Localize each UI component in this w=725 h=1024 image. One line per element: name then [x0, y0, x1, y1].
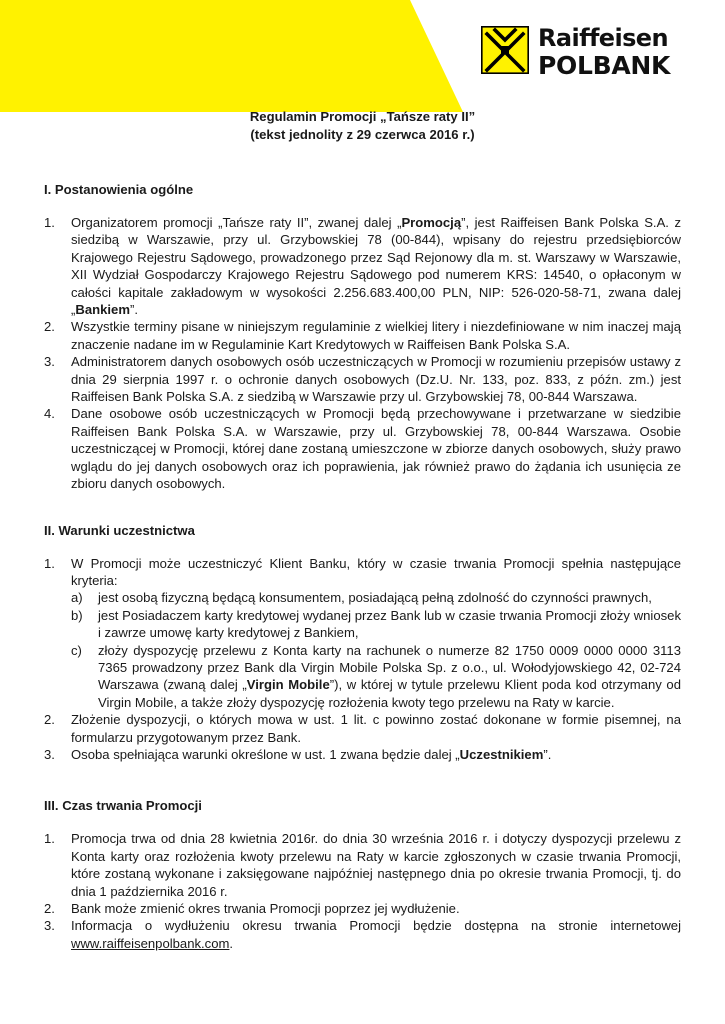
numbered-list [44, 830, 681, 952]
item-text: . [229, 935, 234, 951]
list-item [44, 746, 681, 763]
logo-line-2: POLBANK [538, 51, 671, 80]
item-number: 3. [44, 918, 55, 934]
item-number: 1. [44, 215, 55, 230]
sub-item-text: ”), w której w tytule przelewu Klient poda kod otrzymany od Virgin Mobile, a także złoży dyspozycję rozłożenia kwoty tego przelewu na Raty w karcie. [98, 677, 681, 710]
list-item [44, 830, 681, 900]
item-text: Bank może zmienić okres trwania Promocji poprzez jej wydłużenie. [71, 901, 460, 916]
sub-item-text: złoży dyspozycję przelewu z Konta karty na rachunek o numerze 82 1750 0009 0000 0000 3113 7365 prowadzony przez Bank dla Virgin Mobile Polska Sp. z o.o., ul. Wołodyjowskiego 42, 02-724 Warszawa (zwaną dalej „ [98, 642, 681, 693]
document-title [44, 108, 681, 144]
section-participation-conditions [44, 522, 681, 764]
item-number: 3. [44, 354, 55, 370]
section-heading: III. Czas trwania Promocji [44, 798, 202, 814]
item-number: 2. [44, 901, 55, 916]
bank-logo-wordmark [538, 26, 670, 78]
title-line-2: (tekst jednolity z 29 czerwca 2016 r.) [250, 127, 475, 142]
sub-item-letter: a) [71, 590, 83, 606]
defined-term: Virgin Mobile [246, 677, 330, 693]
item-text: ”, jest Raiffeisen Bank Polska S.A. z siedzibą w Warszawie, przy ul. Grzybowskiej 78 (00-844), wpisany do rejestru przedsiębiorców Krajowego Rejestru Sądowego, prowadzonego przez Sąd Rejonowy dla m. st. Warszawy w Warszawie, XII Wydział Gospodarczy Krajowego Rejestru Sądowego pod numerem KRS: 14540, o opłaconym w całości kapitale zakładowym w wysokości 2.256.683.400,00 PLN, NIP: 526-020-58-71, zwana dalej „ [71, 215, 682, 318]
item-text: ”. [543, 746, 552, 762]
item-text: Promocja trwa od dnia 28 kwietnia 2016r. do dnia 30 września 2016 r. i dotyczy dyspozycji przelewu z Konta karty oraz rozłożenia kwoty przelewu na Raty w karcie zgłoszonych w czasie trwania Promocji, które zostaną wykonane i zaksięgowane najpóźniej następnego dnia po okresie trwania Promocji, tj. do dnia 1 października 2016 r. [71, 831, 681, 899]
section-general-provisions [44, 181, 681, 493]
list-item [44, 711, 681, 746]
list-item [44, 214, 681, 318]
list-item [44, 353, 681, 405]
item-text: Osoba spełniająca warunki określone w ust. 1 zwana będzie dalej „ [71, 746, 460, 762]
list-item [44, 555, 681, 712]
sub-item [71, 642, 681, 712]
item-text: Dane osobowe osób uczestniczących w Promocji będą przechowywane i przetwarzane w siedzibie Raiffeisen Bank Polska S.A. w Warszawie, przy ul. Grzybowskiej 78, 00-844 Warszawa. Osobie uczestniczącej w Promocji, której dane zostaną umieszczone w zbiorze danych osobowych, służy prawo wglądu do jej danych osobowych oraz ich poprawienia, jak również prawo do żądania ich usunięcia ze zbioru danych osobowych. [71, 406, 681, 492]
raiffeisen-logo-icon [481, 26, 529, 74]
item-number: 2. [44, 712, 55, 728]
list-item [44, 917, 681, 952]
defined-term: Promocją [401, 215, 462, 230]
sub-item-text: jest osobą fizyczną będącą konsumentem, posiadającą pełną zdolność do czynności prawnych, [98, 590, 652, 606]
sub-item [71, 607, 681, 642]
section-heading: II. Warunki uczestnictwa [44, 522, 195, 538]
numbered-list [44, 214, 681, 493]
item-text: Złożenie dyspozycji, o których mowa w ust. 1 lit. c powinno zostać dokonane w formie pisemnej, na formularzu przygotowanym przez Bank. [71, 712, 681, 745]
item-number: 1. [44, 555, 55, 571]
section-promotion-duration [44, 797, 681, 952]
item-text: Administratorem danych osobowych osób uczestniczących w Promocji w rozumieniu przepisów ustawy z dnia 29 sierpnia 1997 r. o ochronie danych osobowych (Dz.U. Nr. 133, poz. 833, z późn. zm.) jest Raiffeisen Bank Polska S.A. z siedzibą w Warszawie przy ul. Grzybowskiej 78, 00-844 Warszawa. [71, 354, 681, 405]
list-item [44, 405, 681, 492]
sub-item [71, 589, 681, 606]
item-text: ”. [129, 302, 138, 318]
list-item [44, 318, 681, 353]
section-heading: I. Postanowienia ogólne [44, 182, 194, 197]
sub-item-text: jest Posiadaczem karty kredytowej wydanej przez Bank lub w czasie trwania Promocji złoży wniosek i zawrze umowę karty kredytowej z Bankiem, [98, 607, 681, 641]
item-number: 1. [44, 831, 55, 847]
sub-item-letter: b) [71, 607, 83, 623]
item-text: Informacja o wydłużeniu okresu trwania Promocji będzie dostępna na stronie internetowej [71, 918, 681, 934]
numbered-list [44, 555, 681, 764]
item-number: 4. [44, 406, 55, 422]
item-number: 2. [44, 319, 55, 335]
title-line-1: Regulamin Promocji „Tańsze raty II” [249, 109, 476, 124]
document-body [44, 108, 681, 952]
logo-line-1: Raiffeisen [538, 24, 668, 52]
item-text: Organizatorem promocji „Tańsze raty II”, zwanej dalej „ [71, 215, 402, 230]
item-text: W Promocji może uczestniczyć Klient Banku, który w czasie trwania Promocji spełnia następujące kryteria: [71, 555, 681, 588]
list-item [44, 900, 681, 917]
item-text: Wszystkie terminy pisane w niniejszym regulaminie z wielkiej litery i niezdefiniowane w nim inaczej mają znaczenie nadane im w Regulaminie Kart Kredytowych w Raiffeisen Bank Polska S.A. [71, 319, 681, 352]
defined-term: Bankiem [75, 302, 130, 318]
bank-website-link[interactable]: www.raiffeisenpolbank.com [71, 935, 230, 951]
defined-term: Uczestnikiem [459, 746, 544, 762]
item-number: 3. [44, 746, 55, 762]
sub-item-letter: c) [71, 642, 82, 658]
